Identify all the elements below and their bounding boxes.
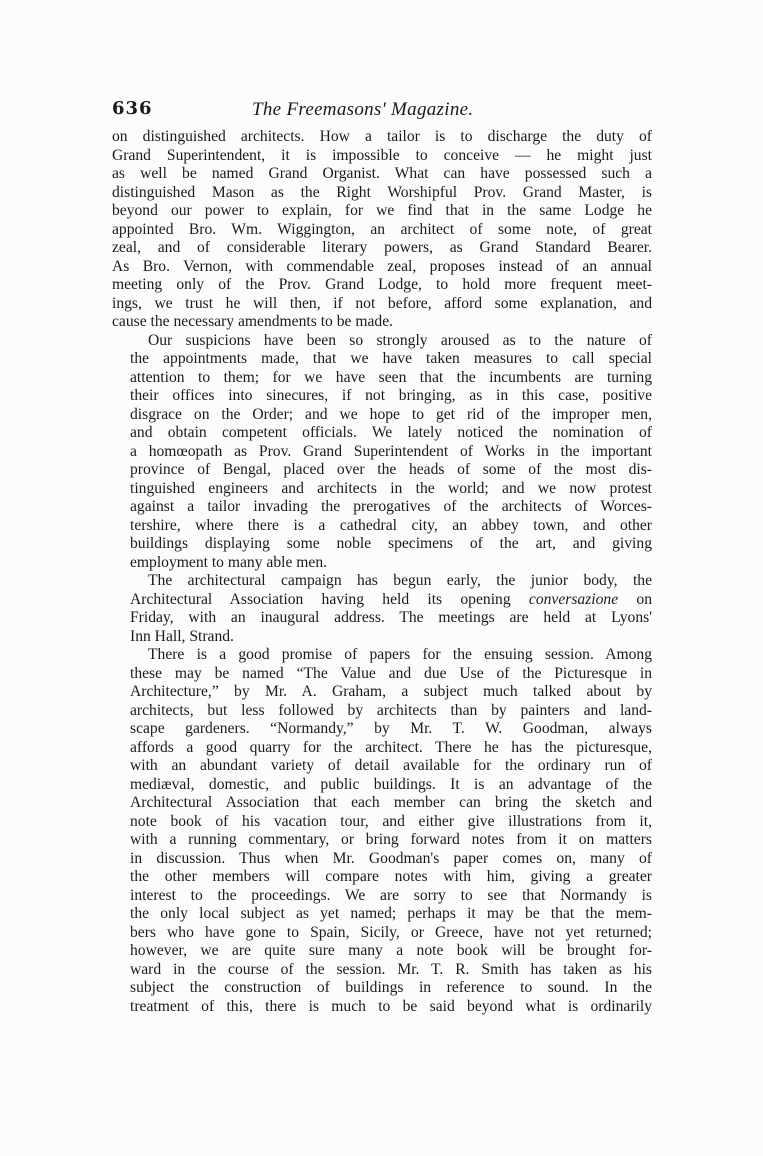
- text-line: Friday, with an inaugural address. The meetings are held at Lyons': [130, 609, 652, 626]
- paragraph-4: [112, 646, 652, 1016]
- text-line: interest to the proceedings. We are sorry to see that Normandy is: [130, 886, 652, 904]
- text-line: cause the necessary amendments to be made.: [112, 313, 394, 330]
- text-line: bers who have gone to Spain, Sicily, or Greece, have not yet returned;: [130, 923, 652, 941]
- text-fragment: on: [618, 590, 652, 608]
- text-line: ings, we trust he will then, if not before, afford some explanation, and: [112, 294, 652, 312]
- text-line: meeting only of the Prov. Grand Lodge, to hold more frequent meet-: [112, 276, 652, 293]
- text-line: employment to many able men.: [130, 553, 328, 571]
- text-line: [112, 591, 652, 610]
- text-fragment: Architectural Association having held its opening: [130, 590, 529, 608]
- text-line: note book of his vacation tour, and either give illustrations from it,: [130, 812, 652, 830]
- text-line: however, we are quite sure many a note book will be brought for-: [130, 942, 652, 959]
- text-line: the appointments made, that we have taken measures to call special: [130, 350, 652, 367]
- text-line: There is a good promise of papers for the ensuing session. Among: [148, 646, 652, 663]
- text-line: province of Bengal, placed over the heads of some of the most dis-: [130, 461, 652, 478]
- text-line: zeal, and of considerable literary powers, as Grand Standard Bearer.: [112, 239, 652, 256]
- text-line: and obtain competent officials. We lately noticed the nomination of: [130, 424, 652, 441]
- text-line: with an abundant variety of detail available for the ordinary run of: [130, 757, 652, 774]
- page-number: 636: [112, 98, 153, 119]
- text-line: treatment of this, there is much to be said beyond what is ordinarily: [130, 997, 652, 1015]
- text-line: affords a good quarry for the architect. There he has the picturesque,: [130, 738, 652, 756]
- text-line: subject the construction of buildings in reference to sound. In the: [130, 979, 652, 996]
- text-line: their offices into sinecures, if not bringing, as in this case, positive: [130, 387, 652, 404]
- journal-title: The Freemasons' Magazine.: [252, 99, 474, 120]
- text-line: tinguished engineers and architects in the world; and we now protest: [130, 479, 652, 497]
- text-line: tershire, where there is a cathedral city, an abbey town, and other: [130, 516, 652, 534]
- text-line: The architectural campaign has begun early, the junior body, the: [148, 572, 652, 589]
- text-line: as well be named Grand Organist. What can have possessed such a: [112, 165, 652, 182]
- text-line: Architecture,” by Mr. A. Graham, a subject much talked about by: [130, 683, 652, 700]
- text-line: attention to them; for we have seen that the incumbents are turning: [130, 368, 652, 386]
- text-line: a homœopath as Prov. Grand Superintendent of Works in the important: [130, 442, 652, 460]
- italic-term: conversazione: [528, 590, 619, 608]
- text-line: with a running commentary, or bring forward notes from it on matters: [130, 831, 652, 848]
- text-line: in discussion. Thus when Mr. Goodman's paper comes on, many of: [130, 849, 652, 867]
- text-line: As Bro. Vernon, with commendable zeal, proposes instead of an annual: [112, 257, 652, 275]
- text-line: Inn Hall, Strand.: [130, 627, 234, 645]
- text-line: distinguished Mason as the Right Worshipful Prov. Grand Master, is: [112, 183, 652, 201]
- text-line: scape gardeners. “Normandy,” by Mr. T. W. Goodman, always: [130, 720, 652, 737]
- text-line: against a tailor invading the prerogatives of the architects of Worces-: [130, 498, 652, 515]
- text-line: disgrace on the Order; and we hope to get rid of the improper men,: [130, 405, 652, 423]
- text-line: architects, but less followed by architects than by painters and land-: [130, 701, 652, 719]
- text-line: appointed Bro. Wm. Wiggington, an architect of some note, of great: [112, 220, 652, 238]
- text-line: the other members will compare notes with him, giving a greater: [130, 868, 652, 885]
- text-line: on distinguished architects. How a tailor is to discharge the duty of: [112, 128, 652, 145]
- text-line: beyond our power to explain, for we find that in the same Lodge he: [112, 202, 652, 219]
- text-line: ward in the course of the session. Mr. T. R. Smith has taken as his: [130, 960, 652, 978]
- text-line: buildings displaying some noble specimens of the art, and giving: [130, 535, 652, 552]
- text-line: Our suspicions have been so strongly aroused as to the nature of: [148, 331, 652, 349]
- paragraph-2: [112, 332, 652, 573]
- text-line: the only local subject as yet named; perhaps it may be that the mem-: [130, 905, 652, 922]
- paragraph-3: [112, 572, 652, 646]
- text-line: Grand Superintendent, it is impossible to conceive — he might just: [112, 146, 652, 164]
- article-body: [112, 128, 652, 1016]
- paragraph-1: [112, 128, 652, 332]
- text-line: these may be named “The Value and due Use of the Picturesque in: [130, 664, 652, 682]
- text-line: mediæval, domestic, and public buildings. It is an advantage of the: [130, 775, 652, 793]
- text-line: Architectural Association that each member can bring the sketch and: [130, 794, 652, 811]
- running-head: [112, 98, 652, 126]
